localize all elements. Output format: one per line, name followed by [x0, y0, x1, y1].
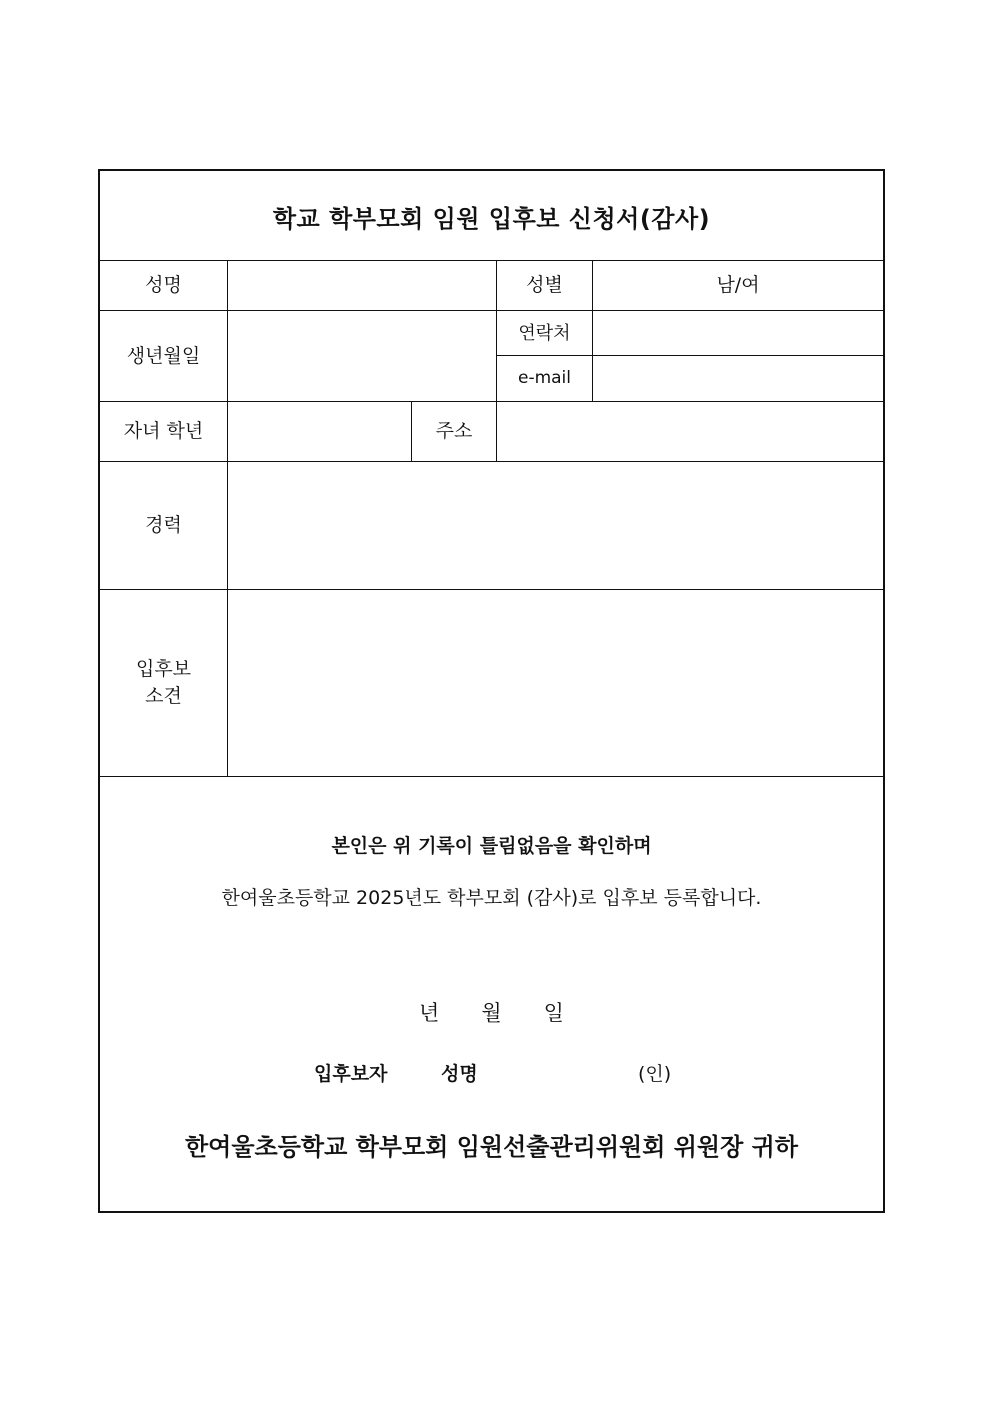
date-day: 일 [543, 1001, 564, 1025]
address-label: 주소 [435, 420, 473, 442]
contact-label: 연락처 [518, 322, 571, 344]
email-field[interactable] [593, 356, 883, 401]
signer-name-label: 성명 [441, 1063, 478, 1085]
career-label: 경력 [145, 514, 182, 536]
candidacy-opinion-field[interactable] [228, 590, 883, 776]
name-label: 성명 [145, 274, 182, 296]
addressee: 한여울초등학교 학부모회 임원선출관리위원회 위원장 귀하 [184, 1133, 799, 1161]
grid-line [100, 776, 883, 777]
gender-label: 성별 [526, 274, 563, 296]
date-spacer [439, 997, 481, 1027]
candidacy-opinion-label: 입후보 소견 [135, 658, 192, 707]
email-label: e-mail [517, 368, 572, 388]
signer-role: 입후보자 [314, 1063, 388, 1085]
contact-field[interactable] [593, 311, 883, 355]
declaration-line-2: 한여울초등학교 2025년도 학부모회 (감사)로 입후보 등록합니다. [221, 887, 762, 909]
birth-date-label: 생년월일 [126, 344, 201, 367]
declaration-line-1: 본인은 위 기록이 틀림없음을 확인하며 [331, 835, 652, 857]
child-grade-label: 자녀 학년 [123, 420, 204, 442]
date-spacer [502, 997, 544, 1027]
seal-mark: (인) [638, 1063, 672, 1085]
name-field[interactable] [228, 261, 496, 310]
date-year: 년 [419, 1001, 440, 1025]
form-title: 학교 학부모회 임원 입후보 신청서(감사) [272, 204, 711, 233]
child-grade-field[interactable] [228, 402, 411, 461]
career-field[interactable] [228, 462, 883, 589]
application-form [98, 169, 885, 1213]
gender-field[interactable]: 남/여 [716, 274, 760, 296]
address-field[interactable] [497, 402, 883, 461]
birth-date-field[interactable] [228, 311, 496, 401]
date-row [100, 997, 883, 1027]
date-month: 월 [481, 1001, 502, 1025]
